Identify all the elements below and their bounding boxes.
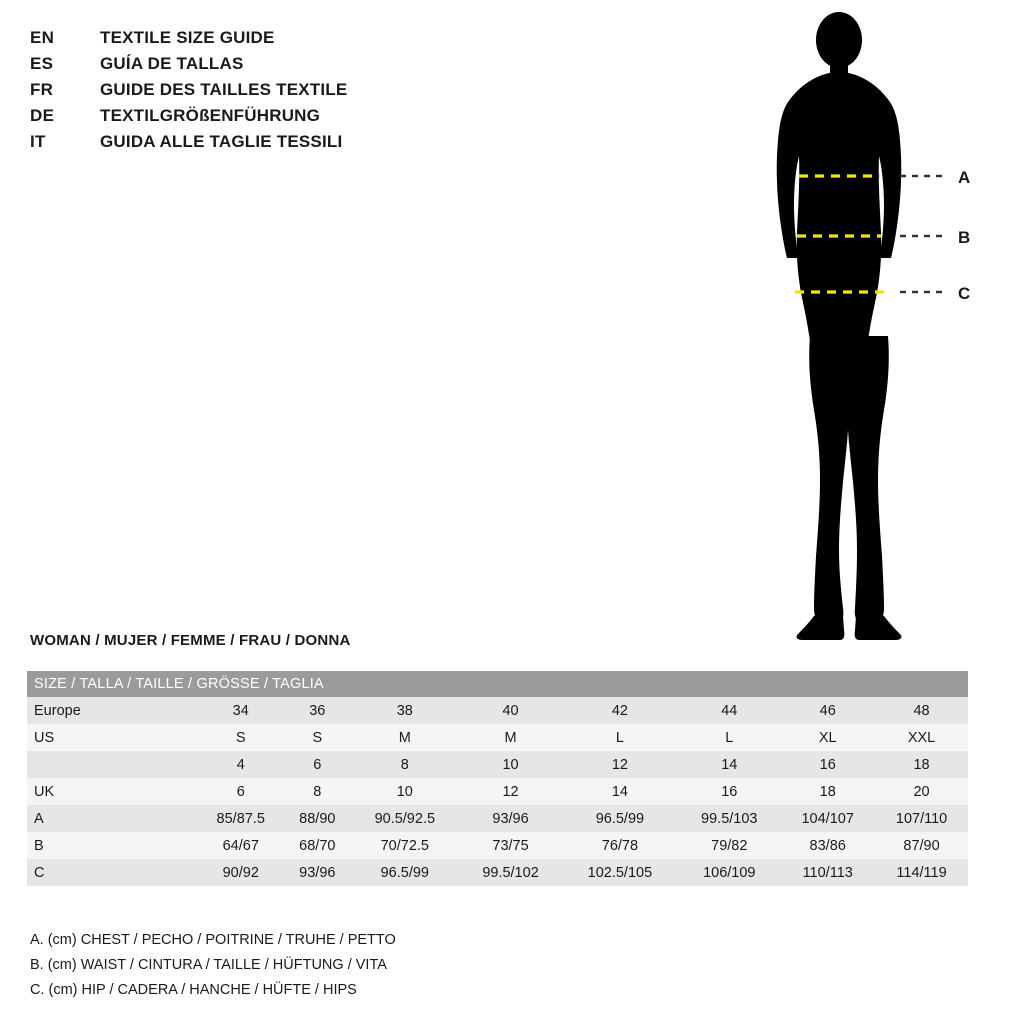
language-title: TEXTILGRÖßENFÜHRUNG bbox=[100, 106, 321, 125]
cell: 38 bbox=[350, 697, 459, 724]
cell: 8 bbox=[350, 751, 459, 778]
cell: 46 bbox=[780, 697, 875, 724]
cell: 10 bbox=[350, 778, 459, 805]
cell: 42 bbox=[562, 697, 679, 724]
size-table bbox=[27, 671, 968, 886]
language-row-fr bbox=[30, 80, 450, 106]
cell: XL bbox=[780, 724, 875, 751]
cell: 93/96 bbox=[285, 859, 351, 886]
table-header-row bbox=[27, 671, 968, 697]
language-title: TEXTILE SIZE GUIDE bbox=[100, 28, 275, 47]
language-title: GUIDE DES TAILLES TEXTILE bbox=[100, 80, 348, 99]
cell: 70/72.5 bbox=[350, 832, 459, 859]
cell: 114/119 bbox=[875, 859, 968, 886]
body-silhouette-icon bbox=[777, 12, 902, 640]
cell: 93/96 bbox=[460, 805, 562, 832]
cell: 16 bbox=[780, 751, 875, 778]
marker-label-c: C bbox=[958, 284, 971, 303]
cell: L bbox=[562, 724, 679, 751]
table-row bbox=[27, 805, 968, 832]
language-row-es bbox=[30, 54, 450, 80]
row-label: A bbox=[27, 805, 197, 832]
language-code: IT bbox=[30, 132, 46, 151]
row-label: US bbox=[27, 724, 197, 751]
cell: 107/110 bbox=[875, 805, 968, 832]
row-label: B bbox=[27, 832, 197, 859]
cell: 102.5/105 bbox=[562, 859, 679, 886]
cell: 8 bbox=[285, 778, 351, 805]
cell: 12 bbox=[460, 778, 562, 805]
female-body-figure bbox=[740, 10, 1010, 640]
table-row bbox=[27, 724, 968, 751]
cell: 85/87.5 bbox=[197, 805, 285, 832]
cell: 96.5/99 bbox=[350, 859, 459, 886]
cell: 18 bbox=[875, 751, 968, 778]
legend-key: B. (cm) bbox=[30, 957, 77, 973]
row-label: C bbox=[27, 859, 197, 886]
cell: 12 bbox=[562, 751, 679, 778]
legend-line-c bbox=[30, 978, 730, 1003]
language-title: GUIDA ALLE TAGLIE TESSILI bbox=[100, 132, 343, 151]
cell: 20 bbox=[875, 778, 968, 805]
cell: L bbox=[678, 724, 780, 751]
table-row bbox=[27, 778, 968, 805]
cell: 10 bbox=[460, 751, 562, 778]
cell: 4 bbox=[197, 751, 285, 778]
cell: 40 bbox=[460, 697, 562, 724]
cell: 14 bbox=[678, 751, 780, 778]
table-caption: WOMAN / MUJER / FEMME / FRAU / DONNA bbox=[30, 632, 351, 649]
cell: 106/109 bbox=[678, 859, 780, 886]
cell: 99.5/103 bbox=[678, 805, 780, 832]
language-row-de bbox=[30, 106, 450, 132]
cell: 6 bbox=[197, 778, 285, 805]
language-code: DE bbox=[30, 106, 55, 125]
row-label: Europe bbox=[27, 697, 197, 724]
language-title: GUÍA DE TALLAS bbox=[100, 54, 244, 73]
cell: 90/92 bbox=[197, 859, 285, 886]
language-row-en bbox=[30, 28, 450, 54]
cell: 104/107 bbox=[780, 805, 875, 832]
legend-text: WAIST / CINTURA / TAILLE / HÜFTUNG / VITA bbox=[80, 957, 387, 973]
cell: 88/90 bbox=[285, 805, 351, 832]
row-label: UK bbox=[27, 778, 197, 805]
cell: 96.5/99 bbox=[562, 805, 679, 832]
legend-key: A. (cm) bbox=[30, 932, 77, 948]
cell: 73/75 bbox=[460, 832, 562, 859]
legend-key: C. (cm) bbox=[30, 982, 78, 998]
table-row bbox=[27, 859, 968, 886]
measurement-legend bbox=[30, 928, 730, 1003]
cell: 68/70 bbox=[285, 832, 351, 859]
legend-line-a bbox=[30, 928, 730, 953]
cell: 16 bbox=[678, 778, 780, 805]
cell: 48 bbox=[875, 697, 968, 724]
cell: 34 bbox=[197, 697, 285, 724]
marker-leader-lines bbox=[900, 176, 945, 292]
cell: 83/86 bbox=[780, 832, 875, 859]
table-row bbox=[27, 697, 968, 724]
language-code: EN bbox=[30, 28, 55, 47]
cell: 90.5/92.5 bbox=[350, 805, 459, 832]
marker-label-b: B bbox=[958, 228, 971, 247]
language-title-block bbox=[30, 28, 450, 158]
cell: 110/113 bbox=[780, 859, 875, 886]
cell: S bbox=[285, 724, 351, 751]
legend-text: CHEST / PECHO / POITRINE / TRUHE / PETTO bbox=[80, 932, 396, 948]
cell: 36 bbox=[285, 697, 351, 724]
table-row bbox=[27, 832, 968, 859]
row-label bbox=[27, 751, 197, 778]
table-row bbox=[27, 751, 968, 778]
cell: S bbox=[197, 724, 285, 751]
marker-label-a: A bbox=[958, 168, 971, 187]
cell: 18 bbox=[780, 778, 875, 805]
cell: 14 bbox=[562, 778, 679, 805]
language-code: FR bbox=[30, 80, 54, 99]
cell: 87/90 bbox=[875, 832, 968, 859]
cell: 76/78 bbox=[562, 832, 679, 859]
legend-text: HIP / CADERA / HANCHE / HÜFTE / HIPS bbox=[81, 982, 357, 998]
cell: 64/67 bbox=[197, 832, 285, 859]
cell: 44 bbox=[678, 697, 780, 724]
table-header-label: SIZE / TALLA / TAILLE / GRÖSSE / TAGLIA bbox=[27, 671, 968, 697]
cell: M bbox=[350, 724, 459, 751]
cell: 99.5/102 bbox=[460, 859, 562, 886]
cell: XXL bbox=[875, 724, 968, 751]
cell: M bbox=[460, 724, 562, 751]
legend-line-b bbox=[30, 953, 730, 978]
cell: 79/82 bbox=[678, 832, 780, 859]
language-code: ES bbox=[30, 54, 54, 73]
language-row-it bbox=[30, 132, 450, 158]
cell: 6 bbox=[285, 751, 351, 778]
